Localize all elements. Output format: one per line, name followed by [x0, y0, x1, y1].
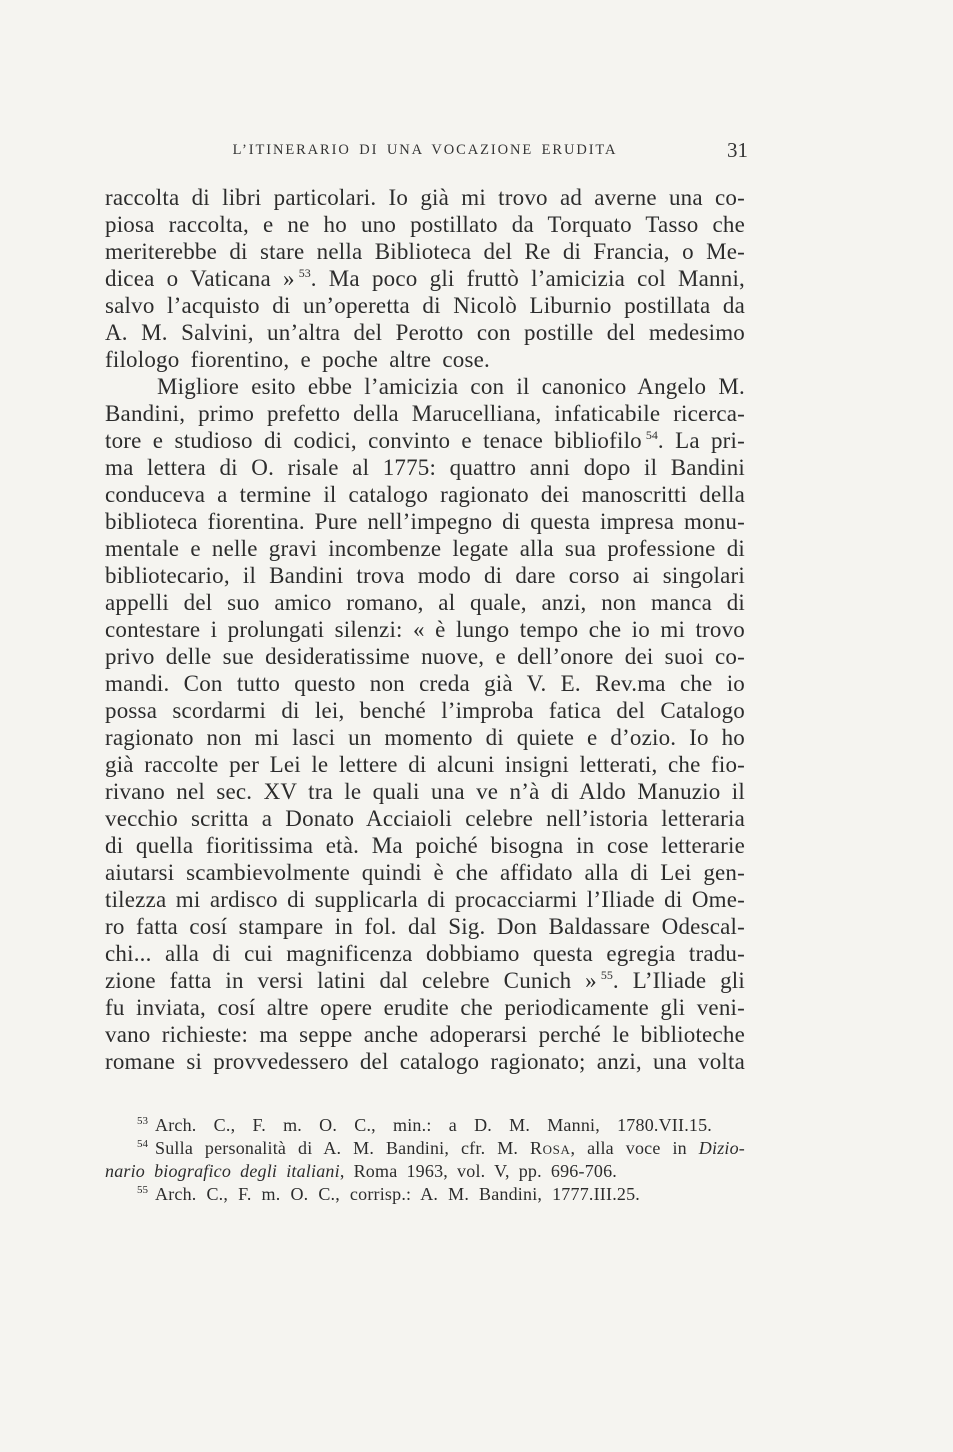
- text-line: vecchio scritta a Donato Acciaioli celebre nell’istoria letteraria: [105, 806, 745, 831]
- paragraph: [105, 184, 745, 373]
- footnote-text: Arch. C., F. m. O. C., corrisp.: A. M. Bandini, 1777.III.25.: [155, 1184, 640, 1204]
- text-line: appelli del suo amico romano, al quale, anzi, non manca di: [105, 590, 745, 615]
- text-line: romane si provvedessero del catalogo ragionato; anzi, una volta: [105, 1049, 745, 1074]
- text-line: tilezza mi ardisco di supplicarla di procacciarmi l’Iliade di Ome-: [105, 887, 745, 912]
- text-line: conduceva a termine il catalogo ragionato dei manoscritti della: [105, 482, 745, 507]
- footnote-line: [137, 1183, 640, 1206]
- text-segment: . L’Iliade gli: [612, 968, 745, 993]
- work-title: Dizio-: [698, 1138, 745, 1158]
- text-line: bibliotecario, il Bandini trova modo di dare corso ai singolari: [105, 563, 745, 588]
- footnotes: [105, 1114, 745, 1206]
- footnote-line: [137, 1137, 745, 1160]
- footnote-text: Sulla personalità di A. M. Bandini, cfr. M.: [155, 1138, 531, 1158]
- text-line: fu inviata, cosí altre opere erudite che periodicamente gli veni-: [105, 995, 745, 1020]
- author-name: Rosa: [530, 1138, 571, 1158]
- footnote-text: , alla voce in: [570, 1138, 699, 1158]
- work-title: nario biografico degli italiani: [105, 1161, 340, 1181]
- text-line: [105, 265, 745, 292]
- text-line: piosa raccolta, e ne ho uno postillato da Torquato Tasso che: [105, 212, 745, 237]
- text-segment: . La pri-: [657, 428, 745, 453]
- footnote-reference: 53: [298, 266, 311, 280]
- footnote: [105, 1137, 745, 1183]
- running-head: [105, 138, 745, 162]
- footnote-line: [137, 1114, 712, 1137]
- text-segment: tore e studioso di codici, convinto e tenace bibliofilo: [105, 428, 642, 453]
- text-line: Bandini, primo prefetto della Marucelliana, infaticabile ricerca-: [105, 401, 745, 426]
- text-segment: dicea o Vaticana »: [105, 266, 295, 291]
- footnote: [105, 1114, 745, 1137]
- text-line: [105, 427, 745, 454]
- running-head-title: L’ITINERARIO DI UNA VOCAZIONE ERUDITA: [232, 142, 618, 158]
- text-line: privo delle sue desideratissime nuove, e dell’onore dei suoi co-: [105, 644, 745, 669]
- text-line: contestare i prolungati silenzi: « è lungo tempo che io mi trovo: [105, 617, 745, 642]
- footnote-number: 53: [137, 1115, 148, 1127]
- footnote-line: [105, 1160, 617, 1183]
- text-line: Migliore esito ebbe l’amicizia con il canonico Angelo M.: [157, 374, 745, 399]
- text-line: ragionato non mi lasci un momento di quiete e d’ozio. Io ho: [105, 725, 745, 750]
- paragraph: [105, 373, 745, 1075]
- text-segment: . Ma poco gli fruttò l’amicizia col Manni,: [310, 266, 745, 291]
- page-number: 31: [727, 138, 748, 162]
- footnote-number: 55: [137, 1184, 148, 1196]
- text-line: mandi. Con tutto questo non creda già V. E. Rev.ma che io: [105, 671, 745, 696]
- footnote-number: 54: [137, 1138, 148, 1150]
- text-line: aiutarsi scambievolmente quindi è che affidato alla di Lei gen-: [105, 860, 745, 885]
- text-line: [105, 967, 745, 994]
- text-line: possa scordarmi di lei, benché l’improba fatica del Catalogo: [105, 698, 745, 723]
- footnote-text: Arch. C., F. m. O. C., min.: a D. M. Manni, 1780.VII.15.: [155, 1115, 712, 1135]
- text-line: biblioteca fiorentina. Pure nell’impegno di questa impresa monu-: [105, 509, 745, 534]
- body-text: [105, 184, 745, 1075]
- text-line: vano richieste: ma seppe anche adoperarsi perché le biblioteche: [105, 1022, 745, 1047]
- text-segment: zione fatta in versi latini dal celebre Cunich »: [105, 968, 597, 993]
- text-line: già raccolte per Lei le lettere di alcuni insigni letterati, che fio-: [105, 752, 745, 777]
- text-line: ma lettera di O. risale al 1775: quattro anni dopo il Bandini: [105, 455, 745, 480]
- text-line: mentale e nelle gravi incombenze legate alla sua professione di: [105, 536, 745, 561]
- text-line: meriterebbe di stare nella Biblioteca del Re di Francia, o Me-: [105, 239, 745, 264]
- text-line: A. M. Salvini, un’altra del Perotto con postille del medesimo: [105, 320, 745, 345]
- text-line: raccolta di libri particolari. Io già mi trovo ad averne una co-: [105, 185, 745, 210]
- footnote-text: , Roma 1963, vol. V, pp. 696-706.: [339, 1161, 618, 1181]
- text-line: di quella fioritissima età. Ma poiché bisogna in cose letterarie: [105, 833, 745, 858]
- text-line: chi... alla di cui magnificenza dobbiamo questa egregia tradu-: [105, 941, 745, 966]
- text-line: rivano nel sec. XV tra le quali una ve n’à di Aldo Manuzio il: [105, 779, 745, 804]
- text-line: ro fatta cosí stampare in fol. dal Sig. Don Baldassare Odescal-: [105, 914, 745, 939]
- footnote-reference: 55: [600, 968, 613, 982]
- text-line: salvo l’acquisto di un’operetta di Nicolò Liburnio postillata da: [105, 293, 745, 318]
- text-line: filologo fiorentino, e poche altre cose.: [105, 347, 490, 372]
- footnote-reference: 54: [645, 428, 658, 442]
- footnote: [105, 1183, 745, 1206]
